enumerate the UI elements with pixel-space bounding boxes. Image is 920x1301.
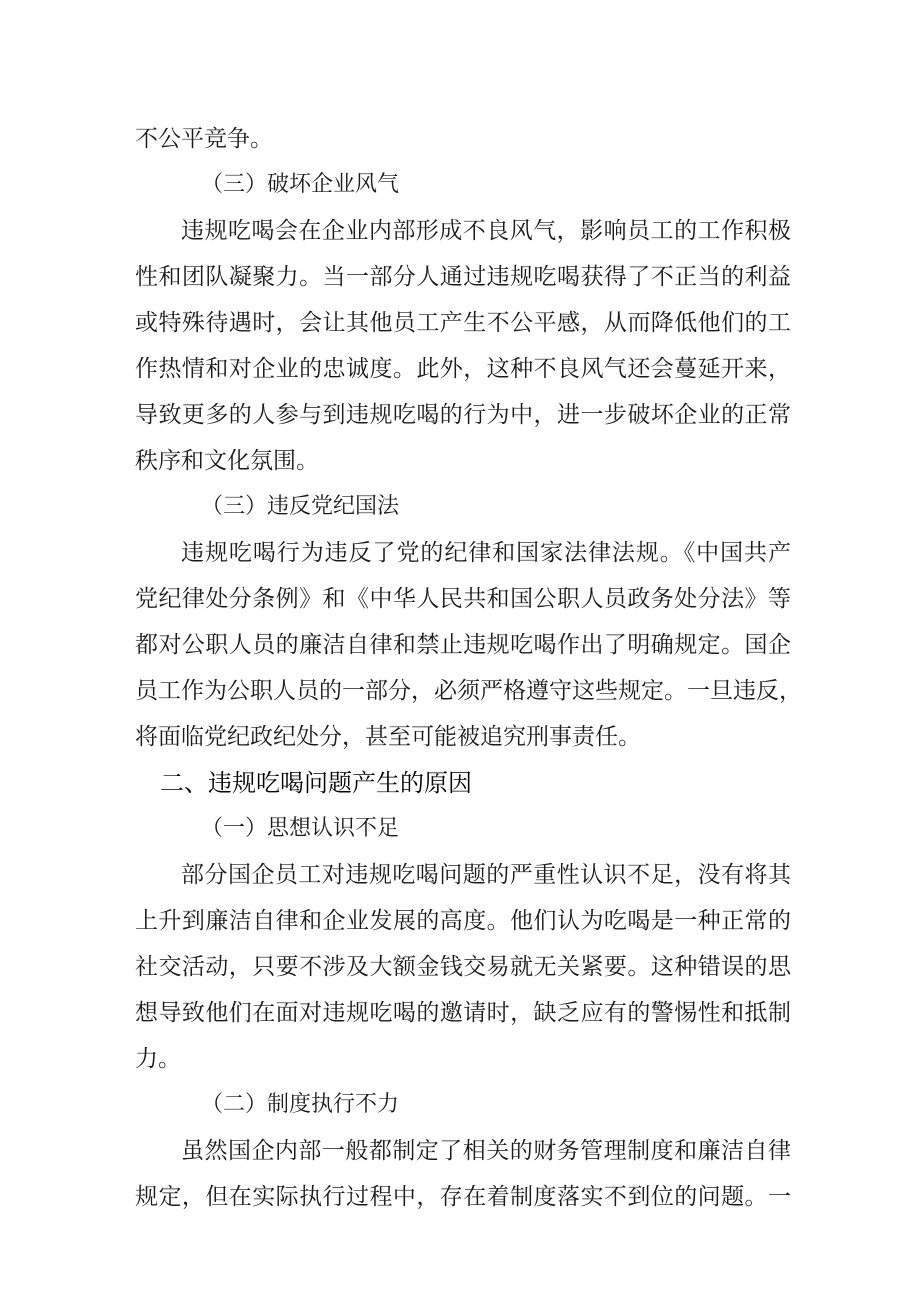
paragraph-line: 性和团队凝聚力。当一部分人通过违规吃喝获得了不正当的利益 [135, 264, 791, 290]
document-body [135, 116, 802, 1220]
paragraph-line: 违规吃喝会在企业内部形成不良风气，影响员工的工作积极 [181, 218, 791, 244]
paragraph-line: 都对公职人员的廉洁自律和禁止违规吃喝作出了明确规定。国企 [135, 632, 791, 658]
subsection-heading: （一）思想认识不足 [201, 816, 400, 841]
paragraph-line: 规定，但在实际执行过程中，存在着制度落实不到位的问题。一 [135, 1184, 791, 1210]
paragraph-line: 上升到廉洁自律和企业发展的高度。他们认为吃喝是一种正常的 [135, 908, 791, 934]
paragraph-line: 导致更多的人参与到违规吃喝的行为中，进一步破坏企业的正常 [135, 402, 791, 428]
paragraph-line: 想导致他们在面对违规吃喝的邀请时，缺乏应有的警惕性和抵制 [135, 1000, 791, 1026]
paragraph-line: 员工作为公职人员的一部分，必须严格遵守这些规定。一旦违反， [135, 678, 802, 704]
paragraph-line: 不公平竞争。 [135, 126, 273, 152]
paragraph-line: 党纪律处分条例》和《中华人民共和国公职人员政务处分法》等 [135, 586, 791, 612]
subsection-heading: （三）违反党纪国法 [201, 494, 400, 519]
paragraph-line: 秩序和文化氛围。 [135, 448, 319, 474]
subsection-heading: （三）破坏企业风气 [201, 172, 400, 197]
paragraph-line: 将面临党纪政纪处分，甚至可能被追究刑事责任。 [135, 724, 641, 750]
paragraph-line: 或特殊待遇时，会让其他员工产生不公平感，从而降低他们的工 [135, 310, 791, 336]
paragraph-line: 力。 [135, 1046, 181, 1072]
paragraph-line: 社交活动，只要不涉及大额金钱交易就无关紧要。这种错误的思 [135, 954, 791, 980]
section-heading: 二、违规吃喝问题产生的原因 [160, 769, 472, 797]
paragraph-line: 违规吃喝行为违反了党的纪律和国家法律法规。《中国共产 [181, 540, 791, 566]
paragraph-line: 部分国企员工对违规吃喝问题的严重性认识不足，没有将其 [181, 862, 791, 888]
paragraph-line: 作热情和对企业的忠诚度。此外，这种不良风气还会蔓延开来， [135, 356, 791, 382]
subsection-heading: （二）制度执行不力 [201, 1092, 400, 1117]
paragraph-line: 虽然国企内部一般都制定了相关的财务管理制度和廉洁自律 [181, 1138, 791, 1164]
